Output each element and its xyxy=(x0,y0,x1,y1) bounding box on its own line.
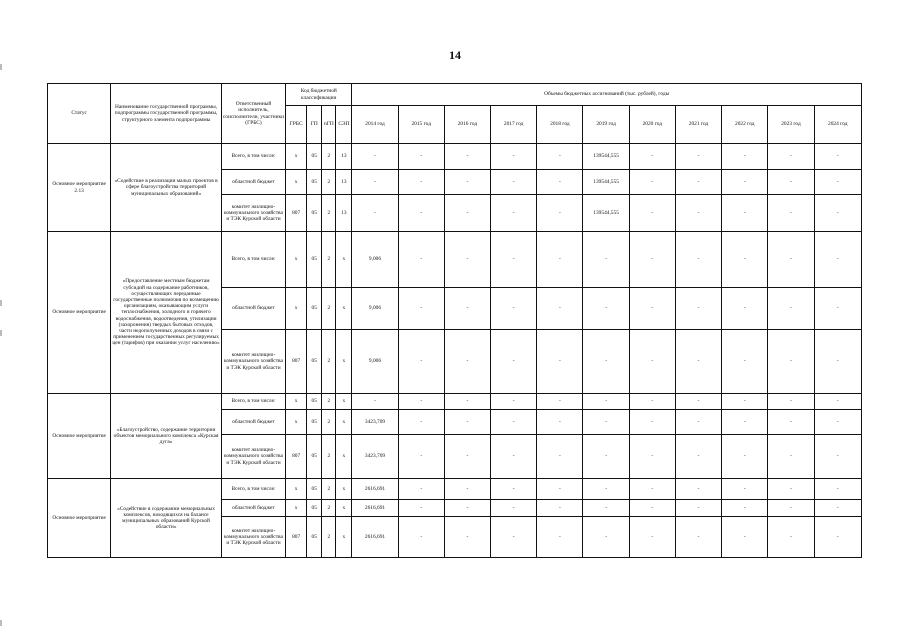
value-cell: - xyxy=(537,232,583,288)
value-cell: - xyxy=(814,170,861,195)
value-cell: - xyxy=(814,500,861,517)
value-cell: - xyxy=(398,435,444,479)
value-cell: - xyxy=(537,170,583,195)
code-cell: 05 xyxy=(307,394,322,410)
value-cell: - xyxy=(398,479,444,500)
value-cell: - xyxy=(491,410,537,435)
value-cell: - xyxy=(675,410,721,435)
header-year: 2015 год xyxy=(398,106,444,144)
value-cell: - xyxy=(537,394,583,410)
code-cell: 05 xyxy=(307,435,322,479)
header-year: 2016 год xyxy=(444,106,490,144)
value-cell: - xyxy=(398,394,444,410)
row-description: «Содействие в реализации малых проектов в сфере благоустройства территорий муниципальных образований» xyxy=(111,144,222,232)
value-cell: - xyxy=(398,232,444,288)
row-description: «Предоставление местным бюджетам субсидий на содержание работников, осуществляющих переданные государственные полномочия по возмещению организациям, оказывающим услуги теплоснабжения, холодного и горячего водоснабжения, водоотведения, утилизации (захоронения) твердых бытовых отходов, части недополученных доходов в связи с применением государственных регулируемых цен (тарифов) при оказании услуг населению» xyxy=(111,232,222,394)
value-cell: - xyxy=(768,435,814,479)
value-cell: - xyxy=(444,410,490,435)
value-cell: 9,006 xyxy=(352,330,398,394)
scan-edge-mark xyxy=(0,620,2,626)
value-cell: - xyxy=(814,144,861,170)
code-cell: х xyxy=(336,232,352,288)
code-cell: 2 xyxy=(322,232,336,288)
value-cell: - xyxy=(722,410,768,435)
value-cell: - xyxy=(768,144,814,170)
row-source: Всего, в том числе: xyxy=(221,479,285,500)
value-cell: - xyxy=(537,195,583,232)
page-number: 14 xyxy=(449,48,461,62)
row-description: «Благоустройство, содержание территории объектов мемориального комплекса «Курская дуга» xyxy=(111,394,222,479)
value-cell: - xyxy=(629,394,675,410)
header-year: 2021 год xyxy=(675,106,721,144)
value-cell: - xyxy=(629,435,675,479)
value-cell: - xyxy=(583,479,629,500)
value-cell: - xyxy=(675,330,721,394)
code-cell: х xyxy=(286,170,307,195)
value-cell: - xyxy=(814,330,861,394)
code-cell: 05 xyxy=(307,232,322,288)
value-cell: - xyxy=(583,330,629,394)
code-cell: 2 xyxy=(322,394,336,410)
code-cell: 05 xyxy=(307,330,322,394)
code-cell: х xyxy=(336,517,352,558)
code-cell: 2 xyxy=(322,330,336,394)
value-cell: - xyxy=(675,232,721,288)
header-volumes: Объемы бюджетных ассигнований (тыс. рублей), годы xyxy=(352,84,862,106)
value-cell: - xyxy=(444,517,490,558)
value-cell: 2616,691 xyxy=(352,479,398,500)
code-cell: 807 xyxy=(286,435,307,479)
code-cell: 2 xyxy=(322,144,336,170)
code-cell: 05 xyxy=(307,288,322,330)
value-cell: - xyxy=(675,195,721,232)
value-cell: - xyxy=(537,517,583,558)
value-cell: - xyxy=(352,394,398,410)
table-row xyxy=(48,144,862,170)
value-cell: 139544,555 xyxy=(583,195,629,232)
code-cell: 05 xyxy=(307,500,322,517)
value-cell: - xyxy=(675,435,721,479)
value-cell: - xyxy=(583,394,629,410)
code-cell: х xyxy=(336,330,352,394)
value-cell: - xyxy=(491,170,537,195)
value-cell: - xyxy=(768,170,814,195)
value-cell: - xyxy=(537,330,583,394)
value-cell: 139544,555 xyxy=(583,170,629,195)
value-cell: - xyxy=(814,410,861,435)
value-cell: - xyxy=(722,330,768,394)
table-row xyxy=(48,232,862,288)
value-cell: - xyxy=(722,479,768,500)
code-cell: х xyxy=(286,479,307,500)
value-cell: - xyxy=(537,144,583,170)
value-cell: 2616,691 xyxy=(352,500,398,517)
value-cell: 9,006 xyxy=(352,288,398,330)
code-cell: 807 xyxy=(286,330,307,394)
value-cell: - xyxy=(722,435,768,479)
code-cell: х xyxy=(336,500,352,517)
code-cell: 13 xyxy=(336,170,352,195)
value-cell: - xyxy=(398,170,444,195)
value-cell: 139544,555 xyxy=(583,144,629,170)
value-cell: - xyxy=(398,288,444,330)
value-cell: - xyxy=(491,288,537,330)
value-cell: - xyxy=(444,500,490,517)
code-cell: 13 xyxy=(336,195,352,232)
header-budget-code: Код бюджетной классификации xyxy=(286,84,352,106)
value-cell: - xyxy=(629,500,675,517)
code-cell: 807 xyxy=(286,517,307,558)
row-status: Основное мероприятие xyxy=(48,479,111,558)
code-cell: 05 xyxy=(307,517,322,558)
header-year: 2023 год xyxy=(768,106,814,144)
code-cell: 2 xyxy=(322,195,336,232)
code-cell: 2 xyxy=(322,479,336,500)
code-cell: х xyxy=(286,144,307,170)
value-cell: - xyxy=(814,479,861,500)
code-cell: 2 xyxy=(322,500,336,517)
value-cell: - xyxy=(629,170,675,195)
header-executor: Ответственный исполнитель, соисполнители, участники (ГРБС) xyxy=(221,84,285,144)
header-year: 2018 год xyxy=(537,106,583,144)
header-year: 2024 год xyxy=(814,106,861,144)
table-row xyxy=(48,479,862,500)
value-cell: 3423,709 xyxy=(352,435,398,479)
value-cell: - xyxy=(491,517,537,558)
value-cell: - xyxy=(629,288,675,330)
code-cell: х xyxy=(286,232,307,288)
value-cell: - xyxy=(675,144,721,170)
code-cell: 05 xyxy=(307,410,322,435)
row-description: «Содействие в содержании мемориальных комплексов, находящихся на балансе муниципальных образований Курской области» xyxy=(111,479,222,558)
header-year: 2019 год xyxy=(583,106,629,144)
row-source: комитет жилищно-коммунального хозяйства и ТЭК Курской области xyxy=(221,330,285,394)
table-body xyxy=(48,144,862,558)
value-cell: - xyxy=(629,195,675,232)
value-cell: - xyxy=(491,479,537,500)
code-cell: х xyxy=(336,394,352,410)
value-cell: - xyxy=(583,500,629,517)
header-year: 2017 год xyxy=(491,106,537,144)
value-cell: - xyxy=(537,500,583,517)
value-cell: - xyxy=(675,479,721,500)
value-cell: - xyxy=(444,144,490,170)
value-cell: - xyxy=(814,288,861,330)
value-cell: - xyxy=(444,330,490,394)
row-source: областной бюджет xyxy=(221,410,285,435)
header-code-col: пГП xyxy=(322,106,336,144)
value-cell: - xyxy=(629,330,675,394)
header-code-col: ГП xyxy=(307,106,322,144)
header-year: 2014 год xyxy=(352,106,398,144)
row-status: Основное мероприятие xyxy=(48,394,111,479)
value-cell: - xyxy=(398,195,444,232)
code-cell: 05 xyxy=(307,144,322,170)
code-cell: 2 xyxy=(322,435,336,479)
code-cell: 2 xyxy=(322,517,336,558)
row-source: комитет жилищно-коммунального хозяйства и ТЭК Курской области xyxy=(221,195,285,232)
code-cell: х xyxy=(336,479,352,500)
value-cell: - xyxy=(583,410,629,435)
value-cell: - xyxy=(629,410,675,435)
header-code-col: СЭП xyxy=(336,106,352,144)
code-cell: х xyxy=(286,410,307,435)
value-cell: - xyxy=(491,144,537,170)
value-cell: - xyxy=(491,232,537,288)
code-cell: х xyxy=(336,435,352,479)
value-cell: - xyxy=(722,517,768,558)
value-cell: - xyxy=(629,479,675,500)
row-source: Всего, в том числе: xyxy=(221,394,285,410)
value-cell: - xyxy=(675,394,721,410)
value-cell: - xyxy=(444,435,490,479)
code-cell: 13 xyxy=(336,144,352,170)
value-cell: - xyxy=(398,144,444,170)
value-cell: - xyxy=(722,232,768,288)
value-cell: - xyxy=(444,288,490,330)
value-cell: - xyxy=(583,435,629,479)
code-cell: х xyxy=(286,288,307,330)
value-cell: - xyxy=(444,170,490,195)
row-source: комитет жилищно-коммунального хозяйства и ТЭК Курской области xyxy=(221,517,285,558)
value-cell: 3423,709 xyxy=(352,410,398,435)
value-cell: - xyxy=(352,170,398,195)
value-cell: - xyxy=(814,232,861,288)
value-cell: - xyxy=(768,232,814,288)
code-cell: 807 xyxy=(286,195,307,232)
scan-edge-mark xyxy=(0,330,2,336)
code-cell: 05 xyxy=(307,479,322,500)
value-cell: - xyxy=(768,410,814,435)
value-cell: 2616,691 xyxy=(352,517,398,558)
value-cell: - xyxy=(491,500,537,517)
row-source: областной бюджет xyxy=(221,170,285,195)
value-cell: - xyxy=(768,195,814,232)
value-cell: - xyxy=(352,195,398,232)
value-cell: - xyxy=(537,288,583,330)
value-cell: - xyxy=(537,410,583,435)
value-cell: - xyxy=(491,435,537,479)
value-cell: - xyxy=(537,435,583,479)
value-cell: - xyxy=(444,479,490,500)
value-cell: - xyxy=(444,394,490,410)
value-cell: - xyxy=(675,500,721,517)
header-name: Наименование государственной программы, подпрограммы государственной программы, структурного элемента подпрограммы xyxy=(111,84,222,144)
value-cell: - xyxy=(722,500,768,517)
value-cell: - xyxy=(675,517,721,558)
value-cell: - xyxy=(444,232,490,288)
value-cell: 9,006 xyxy=(352,232,398,288)
code-cell: 05 xyxy=(307,170,322,195)
value-cell: - xyxy=(583,288,629,330)
value-cell: - xyxy=(352,144,398,170)
value-cell: - xyxy=(583,232,629,288)
code-cell: 2 xyxy=(322,288,336,330)
value-cell: - xyxy=(398,500,444,517)
table-header xyxy=(48,84,862,144)
value-cell: - xyxy=(398,517,444,558)
value-cell: - xyxy=(491,195,537,232)
value-cell: - xyxy=(491,394,537,410)
value-cell: - xyxy=(722,394,768,410)
row-source: комитет жилищно-коммунального хозяйства и ТЭК Курской области xyxy=(221,435,285,479)
value-cell: - xyxy=(629,517,675,558)
code-cell: х xyxy=(286,500,307,517)
value-cell: - xyxy=(722,170,768,195)
row-source: областной бюджет xyxy=(221,288,285,330)
value-cell: - xyxy=(768,394,814,410)
value-cell: - xyxy=(768,288,814,330)
code-cell: 2 xyxy=(322,170,336,195)
row-source: областной бюджет xyxy=(221,500,285,517)
row-source: Всего, в том числе: xyxy=(221,144,285,170)
value-cell: - xyxy=(491,330,537,394)
value-cell: - xyxy=(629,144,675,170)
header-year: 2022 год xyxy=(722,106,768,144)
value-cell: - xyxy=(583,517,629,558)
value-cell: - xyxy=(768,517,814,558)
header-year: 2020 год xyxy=(629,106,675,144)
value-cell: - xyxy=(398,330,444,394)
code-cell: х xyxy=(336,288,352,330)
code-cell: 2 xyxy=(322,410,336,435)
value-cell: - xyxy=(722,144,768,170)
value-cell: - xyxy=(675,170,721,195)
value-cell: - xyxy=(814,394,861,410)
value-cell: - xyxy=(398,410,444,435)
value-cell: - xyxy=(768,330,814,394)
code-cell: х xyxy=(336,410,352,435)
scan-edge-mark xyxy=(0,64,2,70)
value-cell: - xyxy=(814,435,861,479)
value-cell: - xyxy=(444,195,490,232)
value-cell: - xyxy=(814,517,861,558)
budget-table xyxy=(47,83,862,558)
row-status: Основное мероприятие xyxy=(48,232,111,394)
value-cell: - xyxy=(768,500,814,517)
value-cell: - xyxy=(768,479,814,500)
header-status: Статус xyxy=(48,84,111,144)
value-cell: - xyxy=(629,232,675,288)
header-code-col: ГРБС xyxy=(286,106,307,144)
value-cell: - xyxy=(722,195,768,232)
row-status: Основное мероприятие 2.13 xyxy=(48,144,111,232)
code-cell: 05 xyxy=(307,195,322,232)
value-cell: - xyxy=(675,288,721,330)
value-cell: - xyxy=(814,195,861,232)
scan-edge-mark xyxy=(0,300,2,306)
row-source: Всего, в том числе: xyxy=(221,232,285,288)
value-cell: - xyxy=(722,288,768,330)
value-cell: - xyxy=(537,479,583,500)
code-cell: х xyxy=(286,394,307,410)
table-row xyxy=(48,394,862,410)
